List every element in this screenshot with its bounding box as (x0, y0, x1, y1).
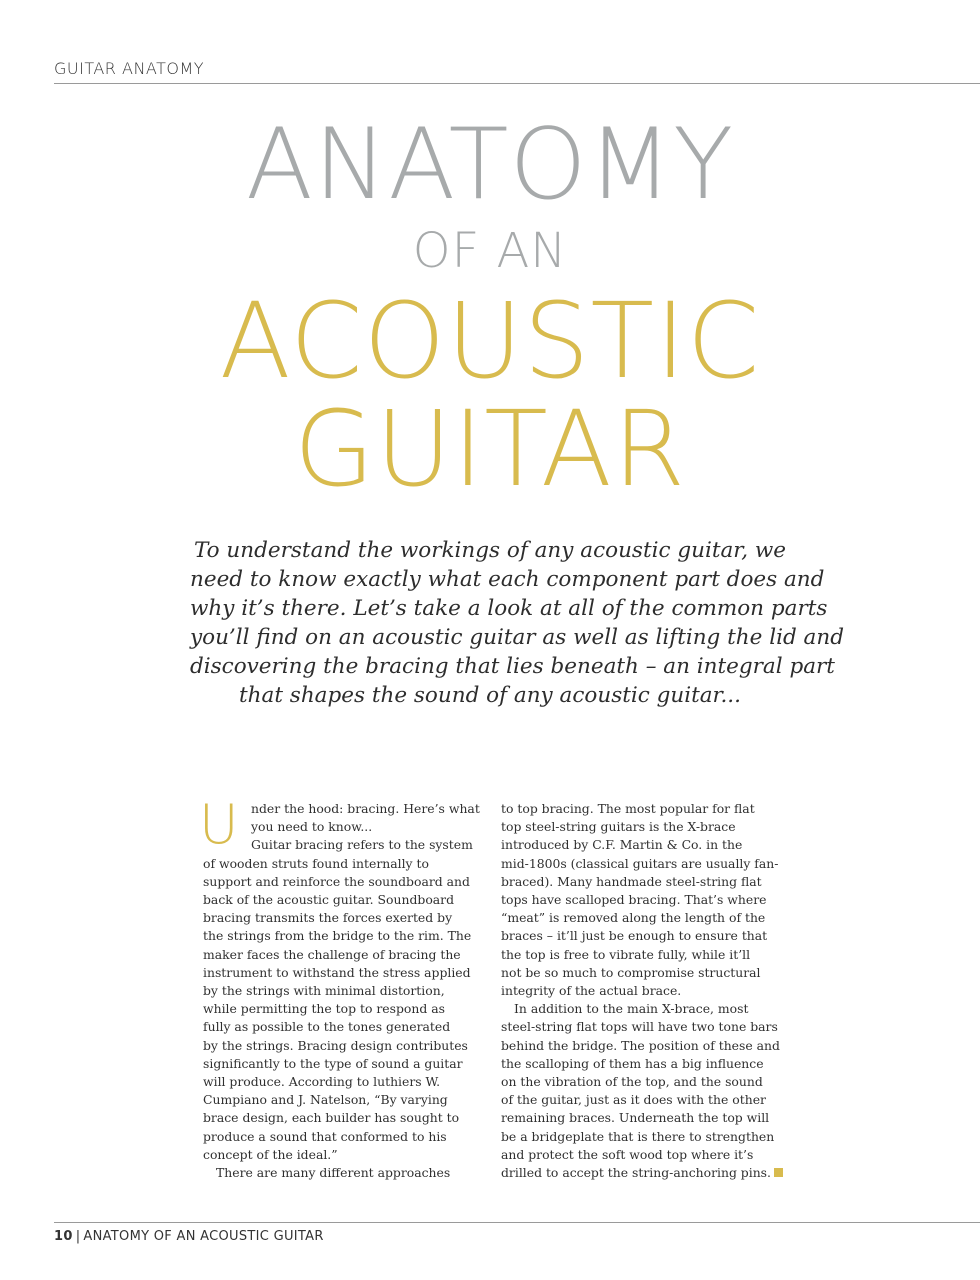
body-line: braces – it’ll just be enough to ensure that (501, 928, 768, 944)
title-line-guitar: GUITAR (293, 388, 687, 510)
standfirst-line: need to know exactly what each component part does and (190, 567, 825, 592)
bottom-rule (54, 1222, 980, 1223)
body-line: the strings from the bridge to the rim. The (203, 928, 472, 944)
body-line: steel-string flat tops will have two tone bars (501, 1019, 778, 1035)
body-line: fully as possible to the tones generated (203, 1019, 451, 1035)
body-line: concept of the ideal.” (203, 1146, 338, 1162)
body-line: There are many different approaches (216, 1165, 451, 1181)
end-mark-icon (774, 1168, 783, 1177)
body-line: on the vibration of the top, and the sound (501, 1074, 763, 1090)
footer-separator: | (75, 1229, 81, 1244)
body-line: “meat” is removed along the length of the (501, 910, 766, 926)
body-column-left (203, 800, 480, 1182)
body-line-last (501, 1164, 775, 1182)
body-line: integrity of the actual brace. (501, 983, 682, 999)
page-number: 10 (54, 1229, 73, 1244)
drop-cap: U (199, 793, 239, 856)
standfirst (190, 536, 844, 710)
title-line-acoustic: ACOUSTIC (219, 280, 761, 402)
body-line: back of the acoustic guitar. Soundboard (203, 892, 455, 908)
body-line: by the strings. Bracing design contributes (203, 1037, 468, 1053)
body-line: while permitting the top to respond as (203, 1001, 445, 1017)
body-line: of wooden struts found internally to (203, 855, 429, 871)
body-line: be a bridgeplate that is there to strengthen (501, 1128, 775, 1144)
body-line: not be so much to compromise structural (501, 964, 761, 980)
body-line: instrument to withstand the stress applied (203, 964, 471, 980)
standfirst-line: To understand the workings of any acoustic guitar, we (193, 538, 786, 563)
top-rule (54, 83, 980, 84)
body-line: braced). Many handmade steel-string flat (501, 873, 762, 889)
body-line: significantly to the type of sound a guitar (203, 1055, 463, 1071)
body-line: Guitar bracing refers to the system (251, 837, 473, 853)
body-line: tops have scalloped bracing. That’s where (501, 892, 767, 908)
body-line: the top is free to vibrate fully, while it’ll (501, 946, 751, 962)
body-line: support and reinforce the soundboard and (203, 873, 470, 889)
body-line: of the guitar, just as it does with the other (501, 1092, 766, 1108)
standfirst-line: discovering the bracing that lies beneath – an integral part (190, 654, 835, 679)
body-line: the scalloping of them has a big influence (501, 1055, 764, 1071)
body-line: top steel-string guitars is the X-brace (501, 819, 736, 835)
body-line: introduced by C.F. Martin & Co. in the (501, 837, 743, 853)
body-line: to top bracing. The most popular for flat (501, 801, 755, 816)
body-line: produce a sound that conformed to his (203, 1128, 447, 1144)
footer (54, 1229, 324, 1244)
section-label: GUITAR ANATOMY (54, 59, 205, 78)
body-line: maker faces the challenge of bracing the (203, 946, 461, 962)
body-line: will produce. According to luthiers W. (203, 1074, 441, 1090)
standfirst-line: that shapes the sound of any acoustic guitar... (239, 683, 741, 708)
body-line: and protect the soft wood top where it’s (501, 1146, 754, 1162)
running-title: ANATOMY OF AN ACOUSTIC GUITAR (83, 1229, 324, 1244)
body-line: bracing transmits the forces exerted by (203, 910, 453, 926)
title-line-anatomy: ANATOMY (245, 108, 735, 222)
body-line: Cumpiano and J. Natelson, “By varying (203, 1092, 448, 1108)
body-line-text: drilled to accept the string-anchoring pins. (501, 1165, 771, 1181)
body-line: brace design, each builder has sought to (203, 1110, 460, 1126)
standfirst-line: you’ll find on an acoustic guitar as well as lifting the lid and (190, 625, 844, 650)
body-line: behind the bridge. The position of these and (501, 1037, 780, 1053)
title-line-of-an: OF AN (412, 223, 568, 279)
body-line: nder the hood: bracing. Here’s what (251, 801, 480, 816)
body-line: you need to know... (251, 819, 373, 835)
standfirst-line: why it’s there. Let’s take a look at all of the common parts (190, 596, 828, 621)
body-line: remaining braces. Underneath the top will (501, 1110, 770, 1126)
body-line: by the strings with minimal distortion, (203, 983, 445, 999)
body-line: mid-1800s (classical guitars are usually fan- (501, 855, 779, 871)
body-line: In addition to the main X-brace, most (514, 1001, 749, 1017)
body-column-right (501, 800, 780, 1182)
